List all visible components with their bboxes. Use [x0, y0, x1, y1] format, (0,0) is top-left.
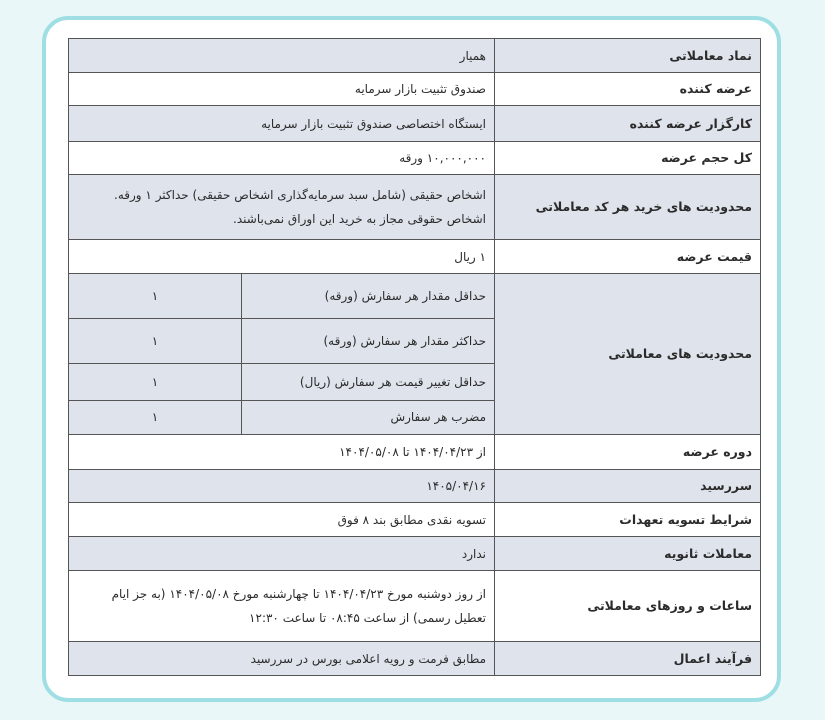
table-row — [69, 142, 761, 175]
row-label: نماد معاملاتی — [495, 39, 761, 73]
table-row — [69, 470, 761, 503]
row-label: دوره عرضه — [495, 435, 761, 470]
sub-row — [69, 274, 494, 318]
row-value: ۱۴۰۵/۰۴/۱۶ — [69, 470, 495, 503]
table-row — [69, 537, 761, 571]
table-row — [69, 503, 761, 537]
bond-info-table — [68, 38, 761, 676]
row-value: ایستگاه اختصاصی صندوق تثبیت بازار سرمایه — [69, 106, 495, 142]
row-value: از ۱۴۰۴/۰۴/۲۳ تا ۱۴۰۴/۰۵/۰۸ — [69, 435, 495, 470]
sub-row-value: ۱ — [69, 363, 242, 400]
row-value: اشخاص حقیقی (شامل سبد سرمایه‌گذاری اشخاص حقیقی) حداکثر ۱ ورقه. اشخاص حقوقی مجاز به خرید این اوراق نمی‌باشند. — [69, 175, 495, 240]
sub-row-label: حداقل مقدار هر سفارش (ورقه) — [242, 274, 495, 318]
row-label: ساعات و روزهای معاملاتی — [495, 571, 761, 642]
row-value: صندوق تثبیت بازار سرمایه — [69, 73, 495, 106]
row-label: محدودیت های خرید هر کد معاملاتی — [495, 175, 761, 240]
table-row — [69, 106, 761, 142]
sub-row-value: ۱ — [69, 318, 242, 363]
sub-row-label: حداکثر مقدار هر سفارش (ورقه) — [242, 318, 495, 363]
row-label: قیمت عرضه — [495, 240, 761, 274]
sub-row-value: ۱ — [69, 274, 242, 318]
row-value: از روز دوشنبه مورخ ۱۴۰۴/۰۴/۲۳ تا چهارشنبه مورخ ۱۴۰۴/۰۵/۰۸ (به جز ایام تعطیل رسمی) از ساعت ۰۸:۴۵ تا ساعت ۱۲:۳۰ — [69, 571, 495, 642]
row-value: تسویه نقدی مطابق بند ۸ فوق — [69, 503, 495, 537]
row-label: معاملات ثانویه — [495, 537, 761, 571]
table-row — [69, 642, 761, 676]
row-label: محدودیت های معاملاتی — [495, 274, 761, 435]
row-label: سررسید — [495, 470, 761, 503]
sub-row-value: ۱ — [69, 400, 242, 434]
table-row — [69, 73, 761, 106]
sub-table-cell — [69, 274, 495, 435]
row-value: ندارد — [69, 537, 495, 571]
sub-row — [69, 400, 494, 434]
table-row — [69, 274, 761, 435]
row-value: ۱۰,۰۰۰,۰۰۰ ورقه — [69, 142, 495, 175]
sub-row — [69, 363, 494, 400]
row-value: همیار — [69, 39, 495, 73]
row-label: عرضه کننده — [495, 73, 761, 106]
table-row — [69, 571, 761, 642]
row-label: فرآیند اعمال — [495, 642, 761, 676]
row-value: مطابق فرمت و رویه اعلامی بورس در سررسید — [69, 642, 495, 676]
row-value: ۱ ریال — [69, 240, 495, 274]
row-label: شرایط تسویه تعهدات — [495, 503, 761, 537]
row-label: کل حجم عرضه — [495, 142, 761, 175]
table-row — [69, 240, 761, 274]
table-row — [69, 435, 761, 470]
table-row — [69, 175, 761, 240]
trading-limits-table — [69, 274, 494, 434]
sub-row — [69, 318, 494, 363]
sub-row-label: حداقل تغییر قیمت هر سفارش (ریال) — [242, 363, 495, 400]
table-row — [69, 39, 761, 73]
row-label: کارگزار عرضه کننده — [495, 106, 761, 142]
sub-row-label: مضرب هر سفارش — [242, 400, 495, 434]
